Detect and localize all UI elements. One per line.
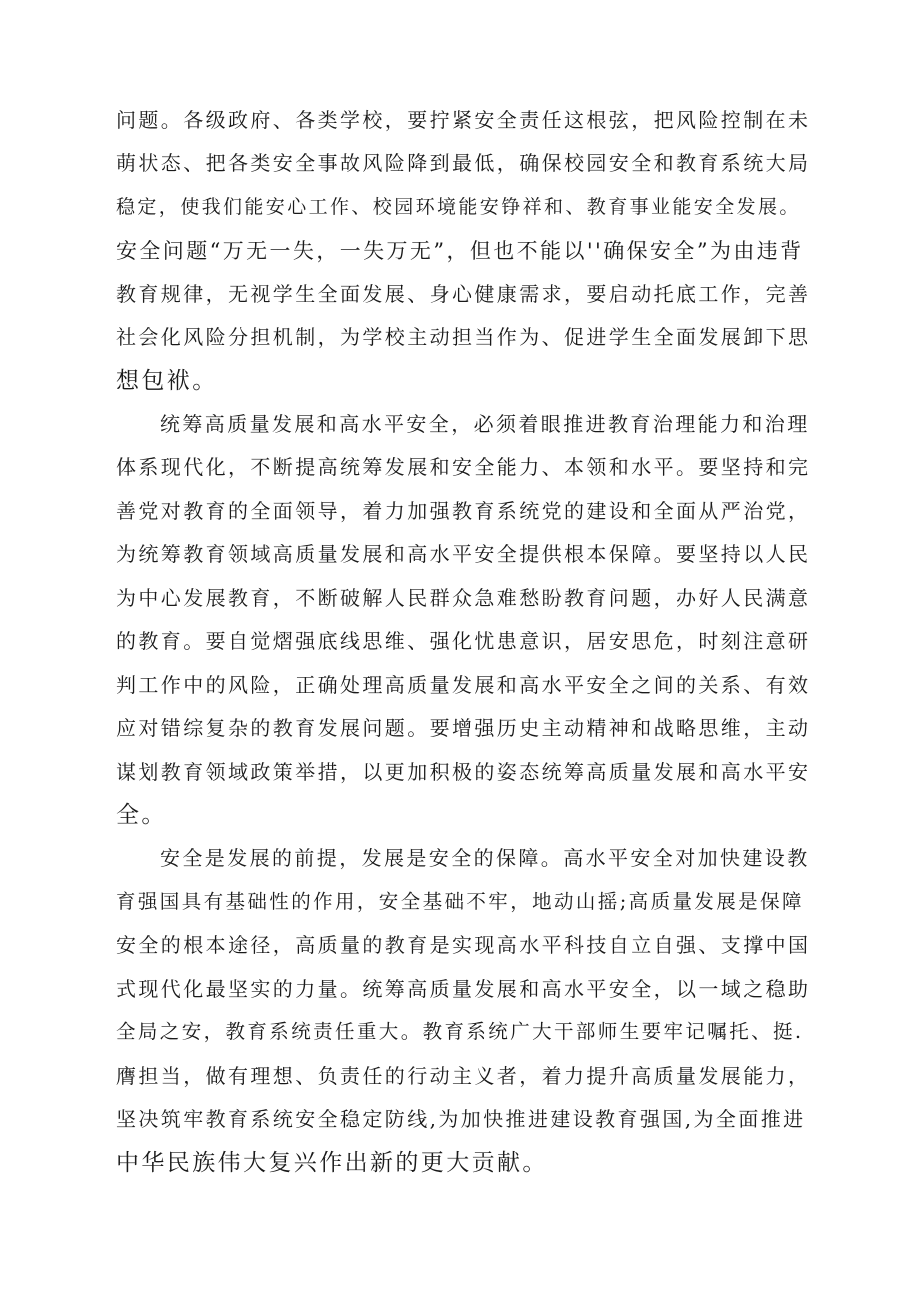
paragraph-start-line: 统筹高质量发展和高水平安全，必须着眼推进教育治理能力和治理 [160,412,810,436]
paragraph-start-line: 安全是发展的前提，发展是安全的保障。高水平安全对加快建设教 [160,846,810,870]
text-line: 中华民族伟大复兴作出新的更大贡献。 [116,1150,548,1176]
text-line: 安全的根本途径，高质量的教育是实现高水平科技自立自强、支撑中国 [116,933,811,957]
text-line: 全局之安，教育系统责任重大。教育系统广大干部师生要牢记嘱托、挺. [116,1020,804,1043]
text-line: 育强国具有基础性的作用，安全基础不牢，地动山摇;高质量发展是保障 [116,890,804,913]
text-line: 萌状态、把各类安全事故风险降到最低，确保校园安全和教育系统大局 [116,151,811,175]
text-line: 体系现代化，不断提高统筹发展和安全能力、本领和水平。要坚持和完 [116,455,811,479]
text-line: 教育规律，无视学生全面发展、身心健康需求，要启动托底工作，完善 [116,282,811,306]
text-line: 的教育。要自觉熠强底线思维、强化忧患意识，居安思危，时刻注意研 [116,629,811,653]
text-line: 式现代化最坚实的力量。统筹高质量发展和高水平安全，以一域之稳助 [116,977,811,1001]
text-line: 想包袱。 [116,368,218,394]
text-line: 为统筹教育领域高质量发展和高水平安全提供根本保障。要坚持以人民 [116,542,811,566]
text-line: 问题。各级政府、各类学校，要拧紧安全责任这根弦，把风险控制在未 [116,108,811,132]
text-line: 谋划教育领域政策举措，以更加积极的姿态统筹高质量发展和高水平安 [116,760,811,784]
text-line: 安全问题“万无一失，一失万无”，但也不能以''确保安全”为由违背 [116,239,804,263]
text-line: 应对错综复杂的教育发展问题。要增强历史主动精神和战略思维，主动 [116,716,811,740]
text-line: 判工作中的风险，正确处理高质量发展和高水平安全之间的关系、有效 [116,673,811,697]
text-line: 善党对教育的全面领导，着力加强教育系统党的建设和全面从严治党， [116,499,811,523]
text-line: 全。 [116,802,167,828]
text-line: 稳定，使我们能安心工作、校园环境能安铮祥和、教育事业能安全发展。 [116,196,801,218]
text-line: 社会化风险分担机制，为学校主动担当作为、促进学生全面发展卸下思 [116,325,811,349]
text-line: 为中心发展教育，不断破解人民群众急难愁盼教育问题，办好人民满意 [116,586,811,610]
text-line: 坚决筑牢教育系统安全稳定防线,为加快推进建设教育强国,为全面推进 [116,1107,806,1131]
text-line: 膺担当，做有理想、负责任的行动主义者，着力提升高质量发展能力， [116,1064,811,1088]
